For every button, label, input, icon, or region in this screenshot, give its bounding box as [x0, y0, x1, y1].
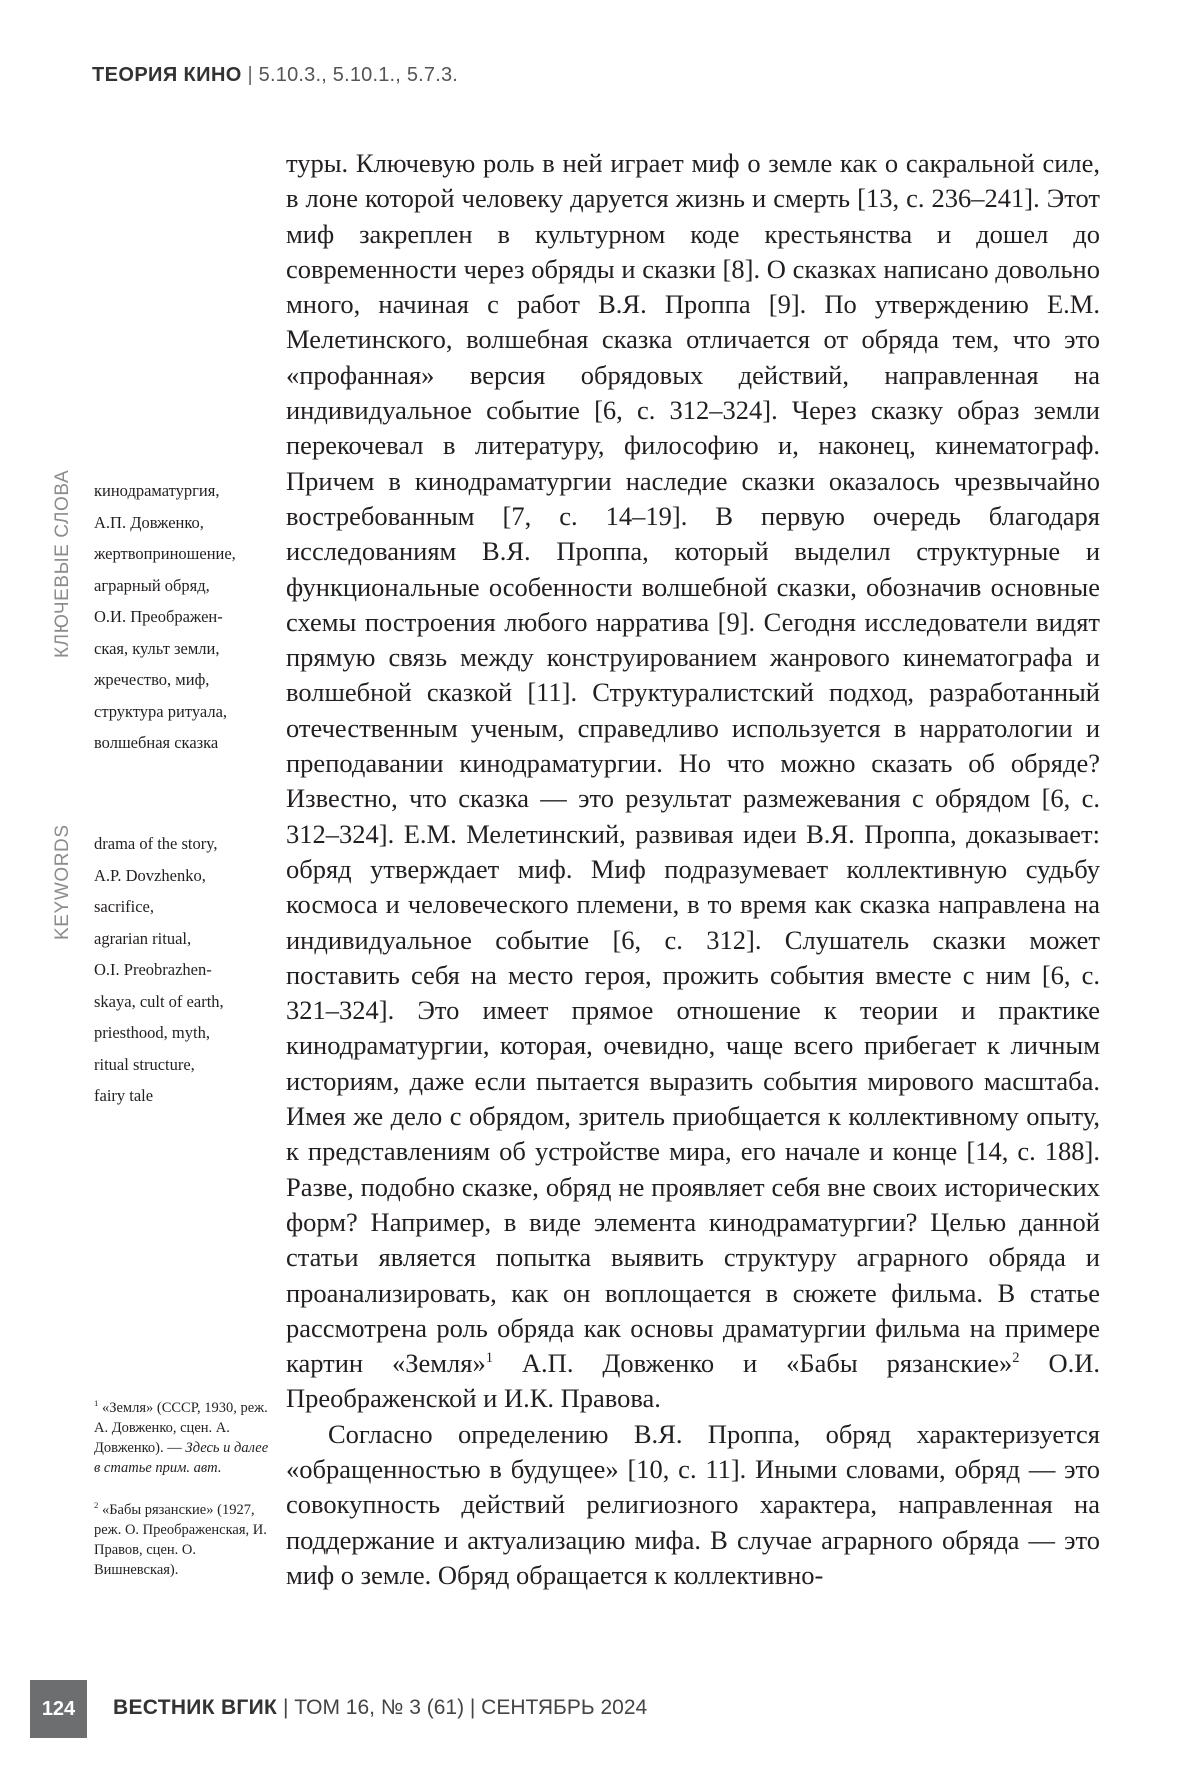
footnote-2-text: «Бабы рязанские» (1927, реж. О. Преображенская, И. Правов, сцен. О. Вишневская). [94, 1502, 267, 1578]
paragraph-1-text-2: А.П. Довженко и «Бабы рязанские» [493, 1348, 1013, 1379]
keyword-line: жречество, миф, [94, 670, 210, 689]
footnote-ref-1: 1 [485, 1350, 493, 1367]
keyword-line: A.P. Dovzhenko, [94, 865, 206, 885]
keyword-line: sacrifice, [94, 897, 154, 916]
paragraph-1-text: туры. Ключевую роль в ней играет миф о земле как о сакральной силе, в лоне которой человеку даруется жизнь и смерть [13, с. 236–241]. Этот миф закреплен в культурном коде крестьянства и дошел до современности через обряды и сказки [8]. О сказках написано довольно много, начиная с работ В.Я. Проппа [9]. По утверждению Е.М. Мелетинского, волшебная сказка отличается от обряда тем, что это «профанная» версия обрядовых действий, направленная на индивидуальное событие [6, с. 312–324]. Через сказку образ земли перекочевал в литературу, философию и, наконец, кинематограф. Причем в кинодраматургии наследие сказки оказалось чрезвычайно востребованным [7, с. 14–19]. В первую очередь благодаря исследованиям В.Я. Проппа, который выделил структурные и функциональные особенности волшебной сказки, обозначив основные схемы построения любого нарратива [9]. Сегодня исследователи видят прямую связь между конструированием жанрового кинематографа и волшебной сказкой [11]. Структуралистский подход, разработанный отечественным ученым, справедливо используется в нарратологии и преподавании кинодраматургии. Но что можно сказать об обряде? Известно, что сказка — это результат размежевания с обрядом [6, с. 312–324]. Е.М. Мелетинский, развивая идеи В.Я. Проппа, доказывает: обряд утверждает миф. Миф подразумевает коллективную судьбу космоса и человеческого племени, в то время как сказка направлена на индивидуальное событие [6, с. 312]. Слушатель сказки может поставить себя на место героя, прожить события вместе с ним [6, с. 321–324]. Это имеет прямое отношение к теории и практике кинодраматургии, которая, очевидно, чаще всего прибегает к личным историям, даже если пытается выразить события мирового масштаба. Имея же дело с обрядом, зритель приобщается к коллективному опыту, к представлениям об устройстве мира, его начале и конце [14, с. 188]. Разве, подобно сказке, обряд не проявляет себя вне своих исторических форм? Например, в виде элемента кинодраматургии? Целью данной статьи является попытка выявить структуру аграрного обряда и проанализировать, как он воплощается в сюжете фильма. В статье рассмотрена роль обряда как основы драматургии фильма на примере картин «Земля» [286, 148, 1100, 1379]
section-codes: 5.10.3., 5.10.1., 5.7.3. [258, 64, 459, 86]
journal-info [113, 1696, 647, 1720]
footnote-ref-2: 2 [1012, 1350, 1020, 1367]
keyword-line: drama of the story, [94, 834, 218, 853]
page-number: 124 [30, 1680, 87, 1738]
keyword-line: жертвоприношение, [94, 544, 236, 563]
footnote-2-number: 2 [94, 1500, 99, 1511]
keyword-line: А.П. Довженко, [94, 512, 204, 532]
footnote-1-number: 1 [94, 1398, 99, 1409]
section-title: ТЕОРИЯ КИНО [92, 64, 242, 86]
keyword-line: структура ритуала, [94, 701, 228, 721]
keywords-en-list [94, 828, 274, 1112]
keywords-en-label: KEYWORDS [52, 824, 73, 940]
keyword-line: ritual structure, [94, 1054, 195, 1074]
footnote-1-text: «Земля» (СССР, 1930, реж. А. Довженко, сцен. А. Довженко). — [94, 1400, 268, 1456]
journal-title: ВЕСТНИК ВГИК [113, 1696, 278, 1719]
keywords-ru-label: КЛЮЧЕВЫЕ СЛОВА [52, 469, 73, 658]
paragraph-1-text-3: О.И. Преображенской и И.К. Правова. [286, 1348, 1100, 1414]
keyword-line: кинодраматургия, [94, 481, 220, 500]
running-header [92, 64, 458, 87]
keyword-line: волшебная сказка [94, 733, 219, 752]
footnote-1 [94, 1398, 274, 1478]
page-footer [0, 1680, 1200, 1738]
keyword-line: O.I. Preobrazhen- [94, 960, 212, 979]
keyword-line: fairy tale [94, 1086, 154, 1105]
keywords-ru-list [94, 475, 274, 759]
keyword-line: priesthood, myth, [94, 1023, 210, 1042]
footnote-1-italic: Здесь и далее в статье прим. авт. [94, 1440, 269, 1476]
keyword-line: agrarian ritual, [94, 928, 192, 948]
paragraph-2: Согласно определению В.Я. Проппа, обряд характеризуется «обращенностью в будущее» [10, с. 11]. Иными словами, обряд — это совокупность действий религиозного характера, направленная на поддержание и актуализацию мифа. В случае аграрного обряда — это миф о земле. Обряд обращается к коллективно- [286, 1418, 1100, 1590]
paragraph-1 [286, 146, 1100, 1417]
article-body [286, 146, 1100, 1593]
journal-issue: | ТОМ 16, № 3 (61) | СЕНТЯБРЬ 2024 [277, 1696, 648, 1719]
keyword-line: skaya, cult of earth, [94, 991, 224, 1011]
keyword-line: О.И. Преображен- [94, 607, 223, 626]
header-separator: | [241, 64, 259, 86]
keyword-line: аграрный обряд, [94, 575, 210, 595]
footnote-2 [94, 1500, 274, 1580]
keyword-line: ская, культ земли, [94, 638, 220, 658]
footnotes [94, 1398, 274, 1580]
